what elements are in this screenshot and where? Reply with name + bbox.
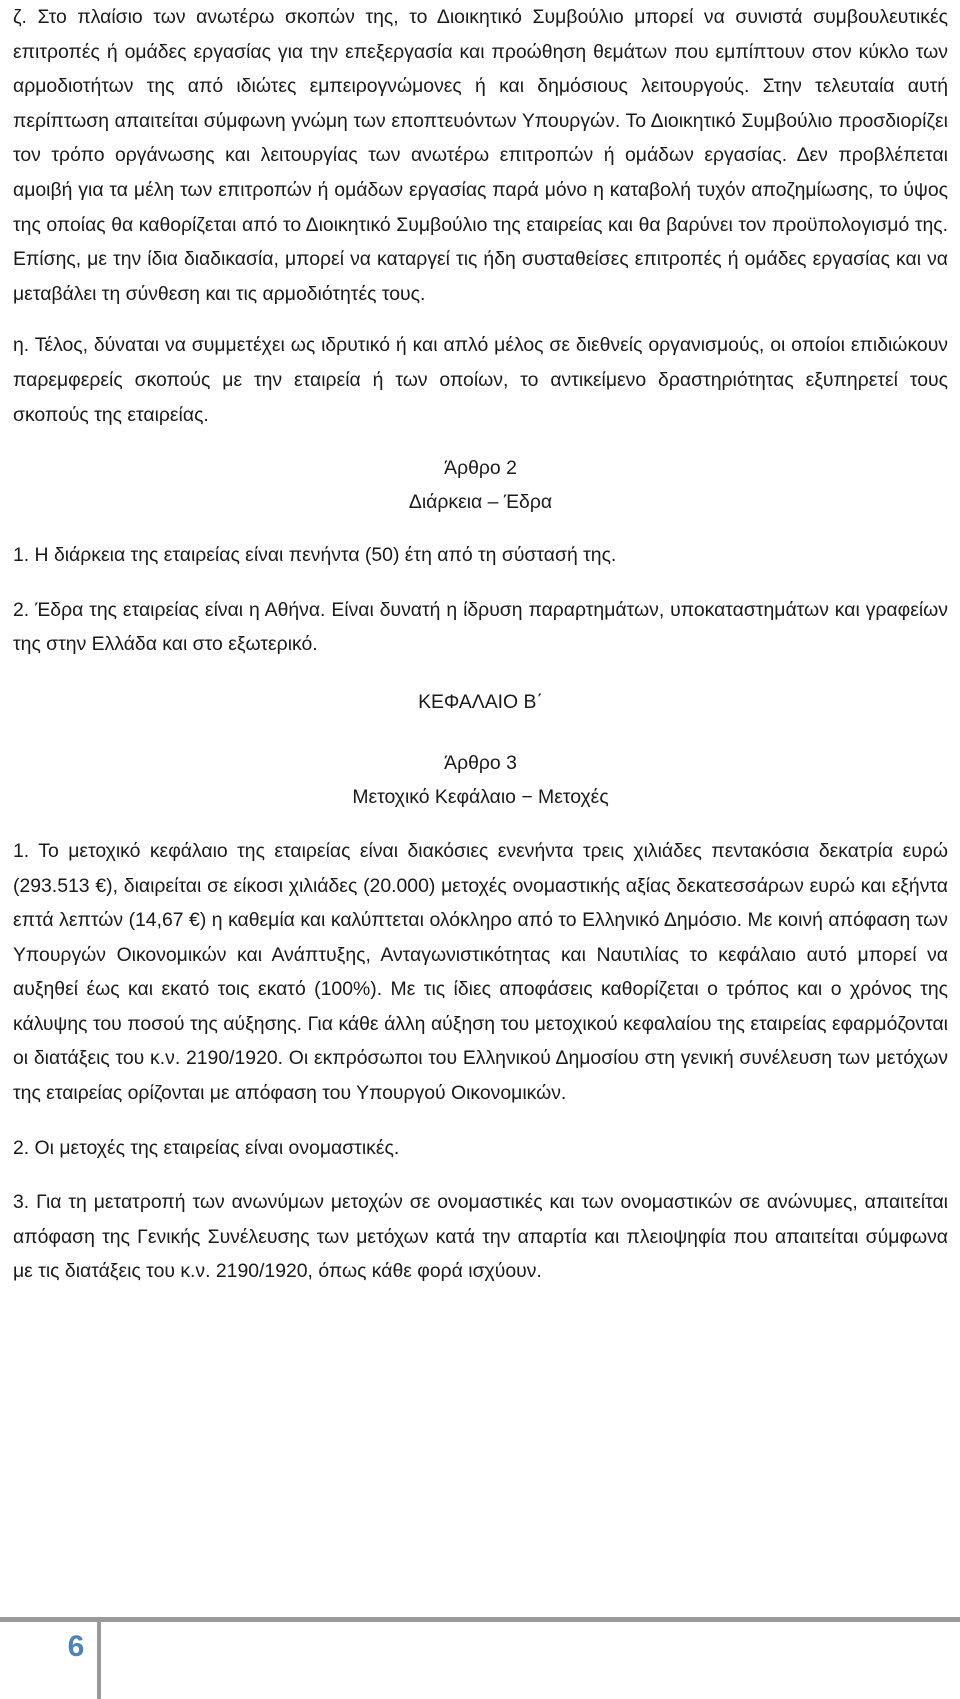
article-2-paragraph-2: 2. Έδρα της εταιρείας είναι η Αθήνα. Είναι δυνατή η ίδρυση παραρτημάτων, υποκαταστημάτων και γραφείων της στην Ελλάδα και στο εξωτερικό.	[13, 598, 948, 656]
footer-vertical-rule	[97, 1617, 101, 1699]
footer-horizontal-rule	[0, 1617, 960, 1622]
page-number: 6	[67, 1630, 85, 1663]
article-3-heading: Άρθρο 3	[444, 751, 517, 774]
article-3-subheading: Μετοχικό Κεφάλαιο − Μετοχές	[352, 785, 609, 808]
document-body	[13, 0, 948, 1289]
article-2-heading: Άρθρο 2	[444, 457, 517, 480]
paragraph-zeta: ζ. Στο πλαίσιο των ανωτέρω σκοπών της, το Διοικητικό Συμβούλιο μπορεί να συνιστά συμβουλευτικές επιτροπές ή ομάδες εργασίας για την επεξεργασία και προώθηση θεμάτων που εμπίπτουν στον κύκλο των αρμοδιοτήτων της από ιδιώτες εμπειρογνώμονες ή και δημόσιους λειτουργούς. Στην τελευταία αυτή περίπτωση απαιτείται σύμφωνη γνώμη των εποπτευόντων Υπουργών. Το Διοικητικό Συμβούλιο προσδιορίζει τον τρόπο οργάνωσης και λειτουργίας των ανωτέρω επιτροπών ή ομάδων εργασίας. Δεν προβλέπεται αμοιβή για τα μέλη των επιτροπών ή ομάδων εργασίας παρά μόνο η καταβολή τυχόν αποζημίωσης, το ύψος της οποίας θα καθορίζεται από το Διοικητικό Συμβούλιο της εταιρείας και θα βαρύνει τον προϋπολογισμό της. Επίσης, με την ίδια διαδικασία, μπορεί να καταργεί τις ήδη συσταθείσες επιτροπές ή ομάδες εργασίας και να μεταβάλει τη σύνθεση και τις αρμοδιότητές τους.	[13, 6, 948, 305]
article-2-paragraph-1: 1. Η διάρκεια της εταιρείας είναι πενήντα (50) έτη από τη σύστασή της.	[13, 544, 617, 567]
chapter-heading: ΚΕΦΑΛΑΙΟ Β΄	[418, 690, 543, 713]
paragraph-eta: η. Τέλος, δύναται να συμμετέχει ως ιδρυτικό ή και απλό μέλος σε διεθνείς οργανισμούς, οι οποίοι επιδιώκουν παρεμφερείς σκοπούς με την εταιρεία ή των οποίων, το αντικείμενο δραστηριότητας εξυπηρετεί τους σκοπούς της εταιρείας.	[13, 334, 948, 426]
article-3-paragraph-3: 3. Για τη μετατροπή των ανωνύμων μετοχών σε ονομαστικές και των ονομαστικών σε ανώνυμες, απαιτείται απόφαση της Γενικής Συνέλευσης των μετόχων κατά την απαρτία και πλειοψηφία που απαιτείται σύμφωνα με τις διατάξεις του κ.ν. 2190/1920, όπως κάθε φορά ισχύουν.	[13, 1191, 948, 1283]
article-3-paragraph-2: 2. Οι μετοχές της εταιρείας είναι ονομαστικές.	[13, 1136, 400, 1159]
article-2-subheading: Διάρκεια – Έδρα	[408, 491, 553, 514]
article-3-paragraph-1: 1. Το μετοχικό κεφάλαιο της εταιρείας είναι διακόσιες ενενήντα τρεις χιλιάδες πεντακόσια δεκατρία ευρώ (293.513 €), διαιρείται σε είκοσι χιλιάδες (20.000) μετοχές ονομαστικής αξίας δεκατεσσάρων ευρώ και εξήντα επτά λεπτών (14,67 €) η καθεμία και καλύπτεται ολόκληρο από το Ελληνικό Δημόσιο. Με κοινή απόφαση των Υπουργών Οικονομικών και Ανάπτυξης, Ανταγωνιστικότητας και Ναυτιλίας το κεφάλαιο αυτό μπορεί να αυξηθεί έως και εκατό τοις εκατό (100%). Με τις ίδιες αποφάσεις καθορίζεται ο τρόπος και ο χρόνος της κάλυψης του ποσού της αύξησης. Για κάθε άλλη αύξηση του μετοχικού κεφαλαίου της εταιρείας εφαρμόζονται οι διατάξεις του κ.ν. 2190/1920. Οι εκπρόσωποι του Ελληνικού Δημοσίου στη γενική συνέλευση των μετόχων της εταιρείας ορίζονται με απόφαση του Υπουργού Οικονομικών.	[13, 839, 948, 1105]
